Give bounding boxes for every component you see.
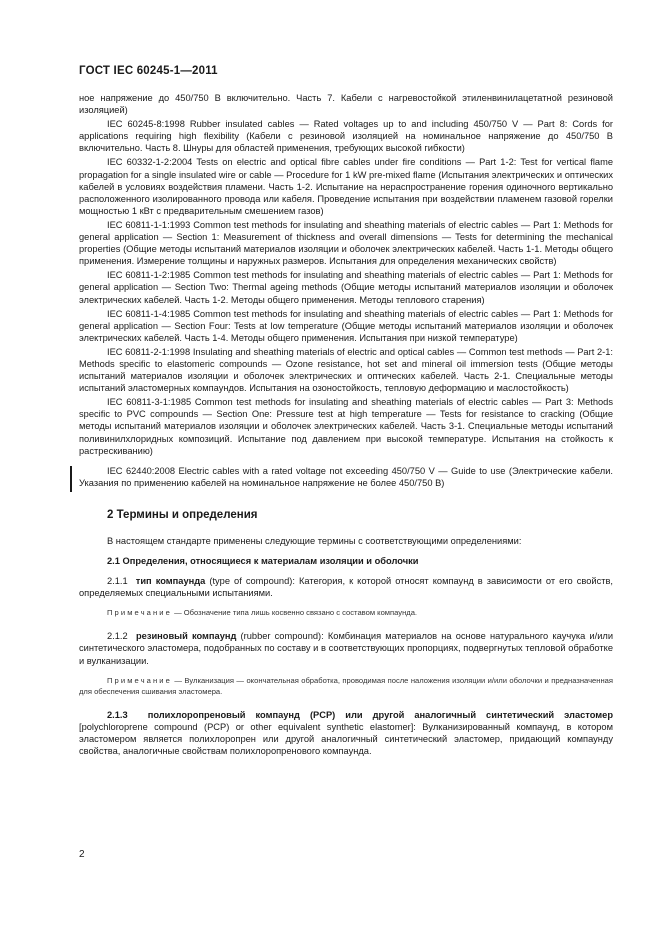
- reference-iec-60811-1-1: IEC 60811-1-1:1993 Common test methods for insulating and sheathing materials of electric cables — Part 1: Methods for general application — Section 1: Measurement of thickness and overall dimensions — Tests for determining the mechanical properties (Общие методы испытаний материалов изоляции и оболочек электрических кабелей. Часть 1-1. Методы общего применения. Измерение толщины и наружных размеров. Испытания для определения механических свойств): [79, 219, 613, 267]
- note-label: Примечание: [107, 608, 172, 618]
- term-number: 2.1.1: [107, 576, 128, 587]
- reference-iec-60332-1-2: IEC 60332-1-2:2004 Tests on electric and optical fibre cables under fire conditions — Part 1-2: Test for vertical flame propagation for a single insulated wire or cable — Procedure for 1 kW pre-mixed flame (Испытания электрических и оптических кабелей в условиях воздействия пламени. Часть 1-2. Испытание на нераспространение горения одиночного вертикально расположенного изолированного провода или кабеля. Проведение испытания при воздействии пламенем газовой горелки мощностью 1 кВт с предварительным смешением газов): [79, 157, 613, 216]
- subsection-title: 2.1 Определения, относящиеся к материалам изоляции и оболочки: [107, 556, 419, 567]
- term-definition: (rubber compound): Комбинация материалов на основе натурального каучука и/или синтетического эластомера, подобранных по составу и в соответствующих пропорциях, подвергнутых тепловой обработке и вулканизации.: [79, 631, 614, 666]
- term-2-1-2: [79, 630, 613, 666]
- section-intro: В настоящем стандарте применены следующие термины с соответствующими определениями:: [107, 536, 522, 546]
- marked-reference-block: [79, 465, 613, 489]
- reference-iec-60811-2-1: IEC 60811-2-1:1998 Insulating and sheathing materials of electric and optical cables — Common test methods — Part 2-1: Methods specific to elastomeric compounds — Ozone resistance, hot set and mineral oil immersion tests (Общие методы испытаний материалов изоляции и оболочек электрических и оптических кабелей. Часть 2-1. Специальные методы испытаний эластомерных компаундов. Испытания на озоностойкость, тепловую деформацию и маслостойкость): [79, 346, 613, 394]
- document-body: [79, 92, 613, 759]
- note-2-1-1: [79, 607, 613, 618]
- reference-continuation: ное напряжение до 450/750 В включительно. Часть 7. Кабели с нагревостойкой этиленвинилацетатной резиновой изоляцией): [79, 93, 613, 116]
- reference-iec-60245-8: IEC 60245-8:1998 Rubber insulated cables — Rated voltages up to and including 450/750 V — Part 8: Cords for applications requiring high flexibility (Кабели с резиновой изоляцией на номинальное напряжение до 450/750 В включительно. Часть 8. Шнуры для областей применения, требующих высокой гибкости): [79, 119, 613, 154]
- reference-iec-60811-1-2: IEC 60811-1-2:1985 Common test methods for insulating and sheathing materials of electric cables — Part 1: Methods for general application — Section Two: Thermal ageing methods (Общие методы испытаний материалов изоляции и оболочек электрических кабелей. Часть 1-2. Методы общего применения. Методы теплового старения): [79, 270, 613, 305]
- reference-iec-62440: IEC 62440:2008 Electric cables with a rated voltage not exceeding 450/750 V — Guide to use (Электрические кабели. Указания по применению кабелей на номинальное напряжение не более 450/750 В): [79, 465, 613, 488]
- note-text: — Обозначение типа лишь косвенно связано с составом компаунда.: [171, 608, 418, 618]
- note-2-1-2: [79, 675, 613, 697]
- term-name: полихлоропреновый компаунд (PCP) или другой аналогичный синтетический эластомер: [147, 709, 613, 720]
- note-label: Примечание: [107, 675, 172, 685]
- document-header: ГОСТ IEC 60245-1—2011: [79, 65, 218, 77]
- reference-iec-60811-3-1: IEC 60811-3-1:1985 Common test methods for insulating and sheathing materials of electric cables — Part 3: Methods specific to PVC compounds — Section One: Pressure test at high temperature — Tests for resistance to cracking (Общие методы испытаний материалов изоляции и оболочек электрических кабелей. Часть 3-1. Специальные методы испытаний поливинилхлоридных композиций. Испытание под давлением при высокой температуре. Испытания на стойкость к растрескиванию): [79, 397, 613, 456]
- note-text: — Вулканизация — окончательная обработка, проводимая после наложения изоляции и/или оболочки и предназначенная для обеспечения сшивания эластомера.: [79, 675, 613, 696]
- term-definition: [polychloroprene compound (PCP) or other equivalent synthetic elastomer]: Вулканизированный компаунд, в котором эластомером является полихлоропрен или другой аналогичный синтетический эластомер, придающий компаунду свойства, аналогичные свойствам полихлоропренового компаунда.: [79, 721, 613, 756]
- term-name: тип компаунда: [135, 576, 206, 587]
- page-number: 2: [79, 849, 85, 860]
- term-number: 2.1.3: [107, 709, 128, 720]
- term-2-1-3: [79, 709, 613, 757]
- term-definition: (type of compound): Категория, к которой относят компаунд в зависимости от его свойств, определяемых специальными испытаниями.: [79, 576, 614, 599]
- term-number: 2.1.2: [107, 631, 128, 642]
- term-2-1-1: [79, 575, 613, 599]
- section-title: 2 Термины и определения: [107, 508, 258, 521]
- reference-iec-60811-1-4: IEC 60811-1-4:1985 Common test methods for insulating and sheathing materials of electric cables — Part 1: Methods for general application — Section Four: Tests at low temperature (Общие методы испытаний материалов изоляции и оболочек электрических кабелей. Часть 1-4. Методы общего применения. Испытания при низкой температуре): [79, 308, 613, 343]
- term-name: резиновый компаунд: [135, 631, 237, 642]
- change-bar: [70, 466, 72, 492]
